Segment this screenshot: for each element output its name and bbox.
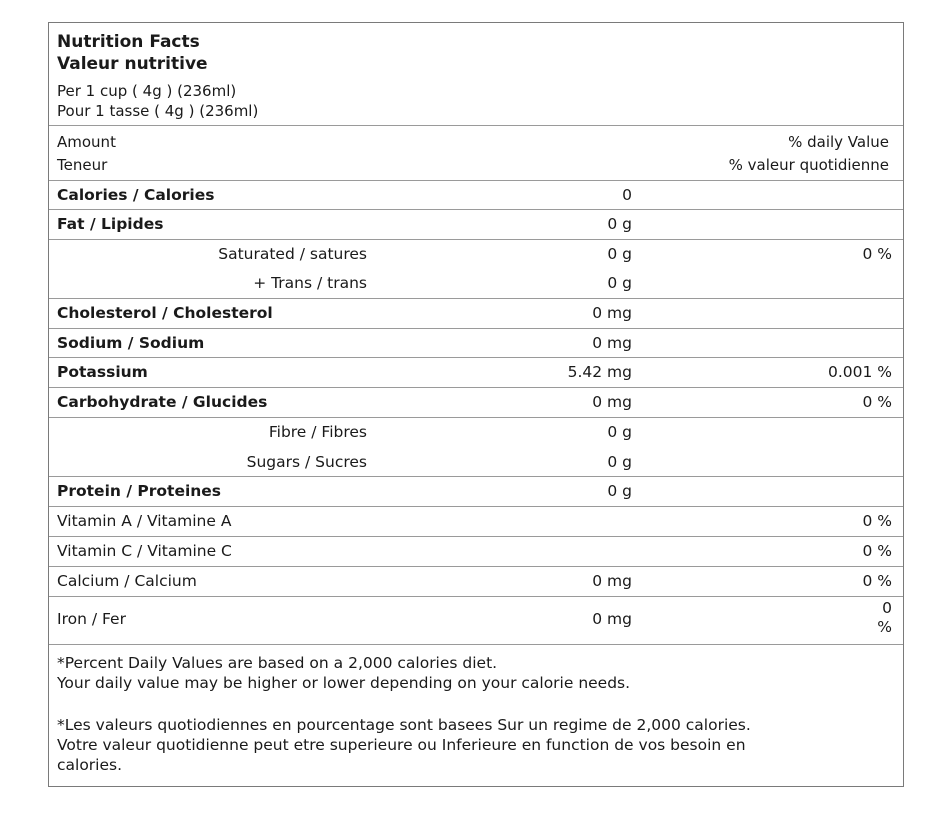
row-daily-value: 0 % bbox=[862, 245, 892, 263]
row-daily-value-unit: % bbox=[877, 618, 892, 636]
divider bbox=[49, 125, 903, 126]
row-amount: 0 g bbox=[607, 453, 632, 471]
divider bbox=[49, 644, 903, 645]
row-daily-value: 0 % bbox=[862, 393, 892, 411]
divider bbox=[49, 387, 903, 388]
row-name: Calcium / Calcium bbox=[57, 572, 197, 590]
row-amount: 5.42 mg bbox=[567, 363, 632, 381]
divider bbox=[49, 596, 903, 597]
divider bbox=[49, 298, 903, 299]
title-en: Nutrition Facts bbox=[57, 32, 200, 52]
divider bbox=[49, 328, 903, 329]
row-amount: 0 g bbox=[607, 215, 632, 233]
row-name: Vitamin A / Vitamine A bbox=[57, 512, 232, 530]
divider bbox=[49, 417, 903, 418]
row-name: Iron / Fer bbox=[57, 610, 126, 628]
divider bbox=[49, 536, 903, 537]
dv-header-fr: % valeur quotidienne bbox=[728, 156, 889, 174]
footnote-fr-line3: calories. bbox=[57, 756, 123, 774]
amount-header-fr: Teneur bbox=[57, 156, 108, 174]
footnote-fr-line2: Votre valeur quotidienne peut etre superieure ou Inferieure en function de vos besoin en bbox=[57, 736, 746, 754]
divider bbox=[49, 209, 903, 210]
divider bbox=[49, 357, 903, 358]
row-name: Fat / Lipides bbox=[57, 215, 164, 233]
footnote-en-line1: *Percent Daily Values are based on a 2,000 calories diet. bbox=[57, 654, 498, 672]
row-name: Protein / Proteines bbox=[57, 482, 222, 500]
divider bbox=[49, 239, 903, 240]
nutrition-facts-panel bbox=[48, 22, 904, 787]
row-name: + Trans / trans bbox=[253, 274, 367, 292]
row-daily-value: 0.001 % bbox=[827, 363, 892, 381]
row-amount: 0 mg bbox=[592, 572, 632, 590]
serving-size-fr: Pour 1 tasse ( 4g ) (236ml) bbox=[57, 102, 259, 120]
divider bbox=[49, 566, 903, 567]
row-name: Sodium / Sodium bbox=[57, 334, 205, 352]
footnote-en-line2: Your daily value may be higher or lower depending on your calorie needs. bbox=[57, 674, 631, 692]
divider bbox=[49, 180, 903, 181]
row-daily-value: 0 % bbox=[862, 512, 892, 530]
row-amount: 0 bbox=[622, 186, 632, 204]
row-amount: 0 g bbox=[607, 423, 632, 441]
row-amount: 0 g bbox=[607, 245, 632, 263]
row-name: Sugars / Sucres bbox=[246, 453, 367, 471]
footnote-fr-line1: *Les valeurs quotiodiennes en pourcentage sont basees Sur un regime de 2,000 calories. bbox=[57, 716, 751, 734]
row-amount: 0 mg bbox=[592, 393, 632, 411]
divider bbox=[49, 476, 903, 477]
amount-header-en: Amount bbox=[57, 133, 116, 151]
row-amount: 0 g bbox=[607, 482, 632, 500]
row-amount: 0 mg bbox=[592, 304, 632, 322]
row-daily-value: 0 % bbox=[862, 572, 892, 590]
row-daily-value: 0 % bbox=[862, 542, 892, 560]
row-amount: 0 mg bbox=[592, 334, 632, 352]
row-amount: 0 mg bbox=[592, 610, 632, 628]
row-name: Calories / Calories bbox=[57, 186, 215, 204]
row-name: Fibre / Fibres bbox=[268, 423, 367, 441]
dv-header-en: % daily Value bbox=[788, 133, 889, 151]
divider bbox=[49, 506, 903, 507]
title-fr: Valeur nutritive bbox=[57, 54, 208, 74]
row-daily-value: 0 bbox=[882, 599, 892, 617]
row-amount: 0 g bbox=[607, 274, 632, 292]
row-name: Vitamin C / Vitamine C bbox=[57, 542, 232, 560]
serving-size-en: Per 1 cup ( 4g ) (236ml) bbox=[57, 82, 237, 100]
row-name: Saturated / satures bbox=[218, 245, 367, 263]
row-name: Cholesterol / Cholesterol bbox=[57, 304, 273, 322]
row-name: Potassium bbox=[57, 363, 148, 381]
row-name: Carbohydrate / Glucides bbox=[57, 393, 268, 411]
